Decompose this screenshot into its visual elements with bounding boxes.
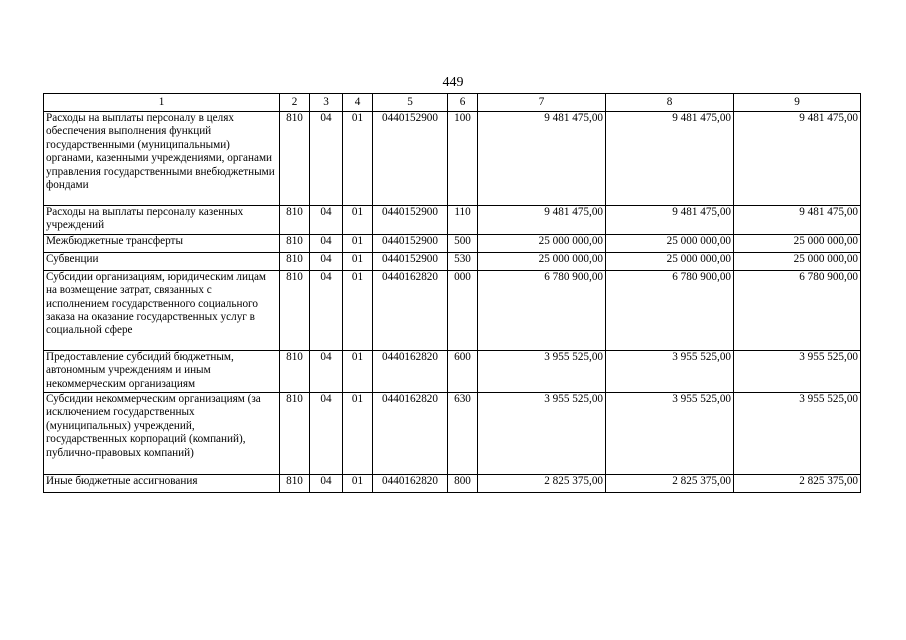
amount-cell: 25 000 000,00 [478, 234, 606, 252]
code-cell: 0440152900 [373, 234, 448, 252]
code-cell: 01 [343, 112, 373, 206]
code-cell: 04 [310, 112, 343, 206]
table-row [44, 475, 861, 493]
amount-cell: 3 955 525,00 [734, 350, 861, 392]
amount-cell: 6 780 900,00 [478, 270, 606, 350]
header-cell: 1 [44, 94, 280, 112]
code-cell: 0440152900 [373, 206, 448, 235]
amount-cell: 9 481 475,00 [734, 112, 861, 206]
code-cell: 0440162820 [373, 475, 448, 493]
code-cell: 01 [343, 393, 373, 475]
header-cell: 7 [478, 94, 606, 112]
amount-cell: 25 000 000,00 [606, 252, 734, 270]
header-cell: 9 [734, 94, 861, 112]
code-cell: 810 [280, 270, 310, 350]
amount-cell: 2 825 375,00 [478, 475, 606, 493]
table-row [44, 252, 861, 270]
budget-table [43, 93, 861, 493]
amount-cell: 25 000 000,00 [606, 234, 734, 252]
amount-cell: 25 000 000,00 [734, 252, 861, 270]
code-cell: 0440152900 [373, 252, 448, 270]
code-cell: 500 [448, 234, 478, 252]
row-name: Расходы на выплаты персоналу в целях обеспечения выполнения функций государственными (муниципальными) органами, казенными учреждениями, органами управления государственными внебюджетными фондами [44, 112, 280, 206]
code-cell: 000 [448, 270, 478, 350]
code-cell: 01 [343, 270, 373, 350]
amount-cell: 9 481 475,00 [478, 112, 606, 206]
code-cell: 810 [280, 475, 310, 493]
amount-cell: 9 481 475,00 [734, 206, 861, 235]
code-cell: 810 [280, 393, 310, 475]
code-cell: 810 [280, 350, 310, 392]
amount-cell: 3 955 525,00 [734, 393, 861, 475]
code-cell: 810 [280, 234, 310, 252]
code-cell: 100 [448, 112, 478, 206]
code-cell: 04 [310, 393, 343, 475]
code-cell: 01 [343, 475, 373, 493]
amount-cell: 9 481 475,00 [606, 112, 734, 206]
code-cell: 01 [343, 350, 373, 392]
amount-cell: 25 000 000,00 [478, 252, 606, 270]
code-cell: 04 [310, 252, 343, 270]
row-name: Субвенции [44, 252, 280, 270]
amount-cell: 9 481 475,00 [606, 206, 734, 235]
code-cell: 01 [343, 206, 373, 235]
row-name: Межбюджетные трансферты [44, 234, 280, 252]
header-cell: 8 [606, 94, 734, 112]
code-cell: 04 [310, 350, 343, 392]
code-cell: 0440162820 [373, 270, 448, 350]
amount-cell: 6 780 900,00 [734, 270, 861, 350]
code-cell: 810 [280, 206, 310, 235]
header-row [44, 94, 861, 112]
row-name: Субсидии некоммерческим организациям (за исключением государственных (муниципальных) учреждений, государственных корпораций (компаний), публично-правовых компаний) [44, 393, 280, 475]
code-cell: 630 [448, 393, 478, 475]
header-cell: 6 [448, 94, 478, 112]
table-row [44, 270, 861, 350]
code-cell: 0440152900 [373, 112, 448, 206]
code-cell: 0440162820 [373, 350, 448, 392]
code-cell: 600 [448, 350, 478, 392]
amount-cell: 3 955 525,00 [478, 350, 606, 392]
header-cell: 4 [343, 94, 373, 112]
row-name: Расходы на выплаты персоналу казенных учреждений [44, 206, 280, 235]
table-row [44, 234, 861, 252]
code-cell: 04 [310, 270, 343, 350]
code-cell: 800 [448, 475, 478, 493]
amount-cell: 2 825 375,00 [734, 475, 861, 493]
header-cell: 3 [310, 94, 343, 112]
code-cell: 530 [448, 252, 478, 270]
table-row [44, 112, 861, 206]
table-row [44, 206, 861, 235]
amount-cell: 6 780 900,00 [606, 270, 734, 350]
row-name: Предоставление субсидий бюджетным, автономным учреждениям и иным некоммерческим организациям [44, 350, 280, 392]
row-name: Иные бюджетные ассигнования [44, 475, 280, 493]
code-cell: 01 [343, 252, 373, 270]
header-cell: 2 [280, 94, 310, 112]
amount-cell: 9 481 475,00 [478, 206, 606, 235]
code-cell: 110 [448, 206, 478, 235]
code-cell: 810 [280, 112, 310, 206]
code-cell: 04 [310, 234, 343, 252]
code-cell: 0440162820 [373, 393, 448, 475]
amount-cell: 3 955 525,00 [478, 393, 606, 475]
table-row [44, 393, 861, 475]
row-name: Субсидии организациям, юридическим лицам на возмещение затрат, связанных с исполнением государственного социального заказа на оказание государственных услуг в социальной сфере [44, 270, 280, 350]
code-cell: 04 [310, 206, 343, 235]
code-cell: 810 [280, 252, 310, 270]
header-cell: 5 [373, 94, 448, 112]
code-cell: 01 [343, 234, 373, 252]
code-cell: 04 [310, 475, 343, 493]
page-number: 449 [442, 75, 464, 90]
table-row [44, 350, 861, 392]
amount-cell: 25 000 000,00 [734, 234, 861, 252]
amount-cell: 3 955 525,00 [606, 393, 734, 475]
amount-cell: 3 955 525,00 [606, 350, 734, 392]
amount-cell: 2 825 375,00 [606, 475, 734, 493]
